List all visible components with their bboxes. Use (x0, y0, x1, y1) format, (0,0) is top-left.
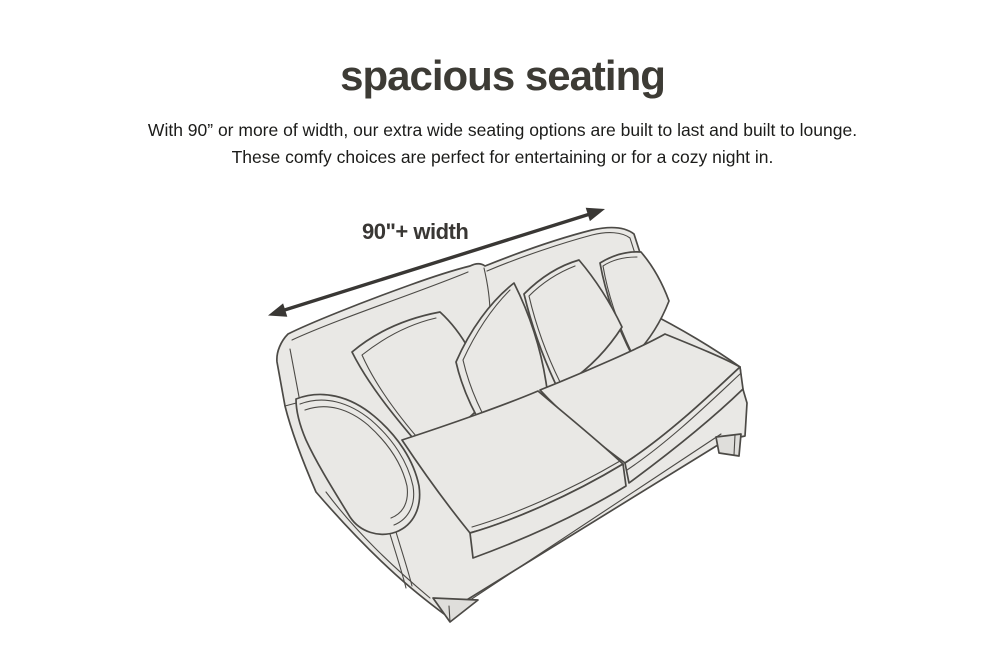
description-line-1: With 90” or more of width, our extra wide seating options are built to last and built to lounge. (147, 120, 858, 140)
description-line-2: These comfy choices are perfect for entertaining or for a cozy night in. (231, 147, 774, 167)
page-title: spacious seating (340, 52, 665, 99)
sofa-foot (716, 434, 741, 456)
width-dimension-label: 90"+ width (362, 219, 469, 244)
sofa-illustration (277, 228, 747, 622)
